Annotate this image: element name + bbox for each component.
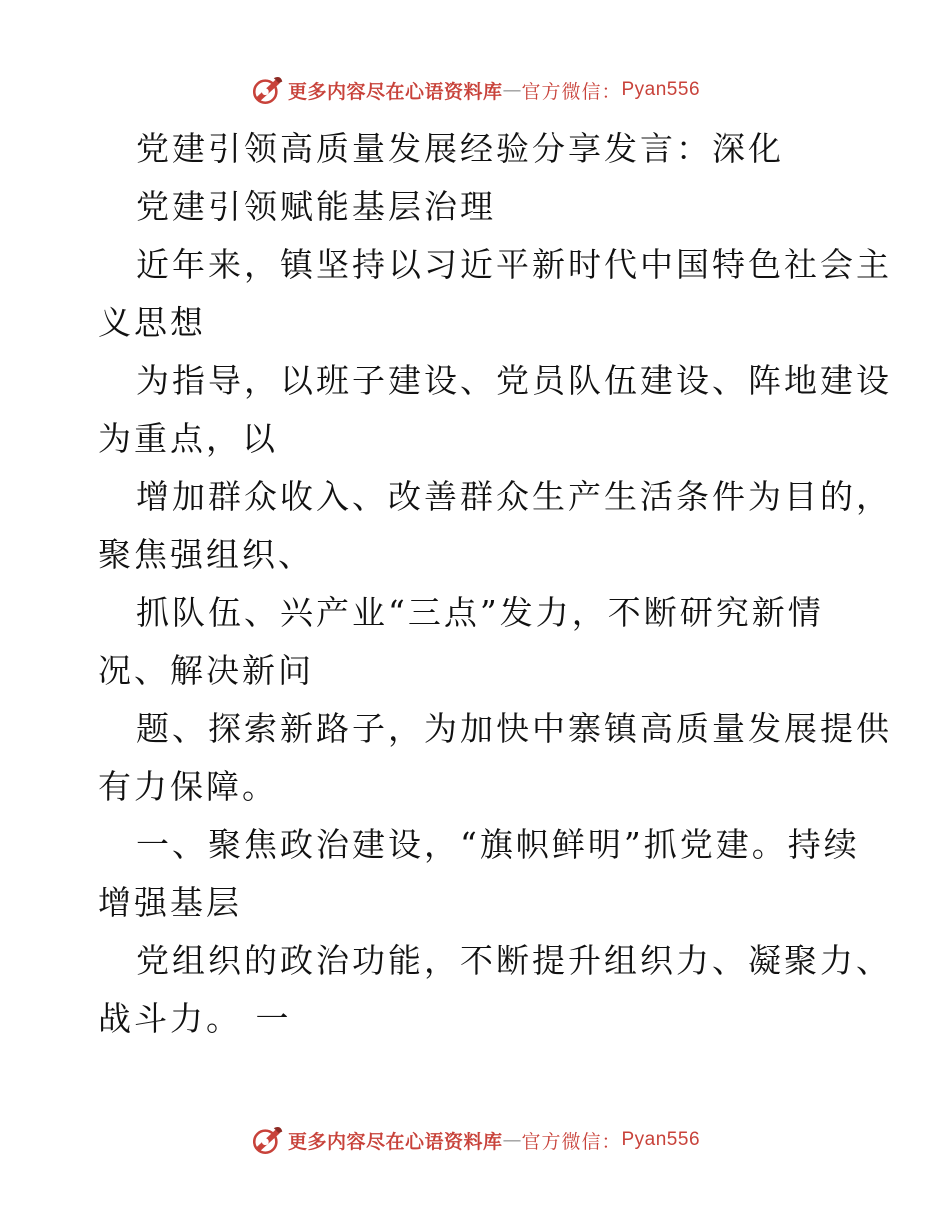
- watermark-account: Pyan556: [621, 79, 701, 100]
- document-line: 义思想: [98, 303, 206, 342]
- watermark-account: Pyan556: [621, 1129, 701, 1150]
- document-line: 有力保障。: [98, 767, 278, 806]
- document-line: 增强基层: [98, 883, 242, 922]
- document-line: 战斗力。 一: [98, 999, 292, 1038]
- header-watermark: [0, 70, 950, 110]
- document-line: 况、解决新问: [98, 651, 314, 690]
- watermark-site-name: 更多内容尽在心语资料库: [287, 80, 503, 103]
- document-line: 党建引领高质量发展经验分享发言：深化: [136, 129, 784, 168]
- document-line: 抓队伍、兴产业“三点”发力，不断研究新情: [136, 593, 824, 632]
- watermark-site-name: 更多内容尽在心语资料库: [287, 1130, 503, 1153]
- document-line: 一、聚焦政治建设，“旗帜鲜明”抓党建。持续: [136, 825, 860, 864]
- footer-watermark: [0, 1120, 950, 1160]
- document-line: 题、探索新路子，为加快中寨镇高质量发展提供: [136, 709, 892, 748]
- watermark-separator: —: [502, 1129, 522, 1151]
- document-line: 为重点，以: [98, 419, 278, 458]
- document-line: 增加群众收入、改善群众生产生活条件为目的，: [136, 477, 892, 516]
- document-line: 党组织的政治功能，不断提升组织力、凝聚力、: [136, 941, 892, 980]
- watermark-separator: —: [502, 79, 522, 101]
- pen-circle-logo-icon: [250, 73, 284, 107]
- watermark-label: 官方微信：: [521, 80, 622, 103]
- document-line: 聚焦强组织、: [98, 535, 314, 574]
- document-line: 党建引领赋能基层治理: [136, 187, 496, 226]
- document-line: 近年来，镇坚持以习近平新时代中国特色社会主: [136, 245, 892, 284]
- watermark-label: 官方微信：: [521, 1130, 622, 1153]
- document-body: [98, 120, 892, 1048]
- document-line: 为指导，以班子建设、党员队伍建设、阵地建设: [136, 361, 892, 400]
- pen-circle-logo-icon: [250, 1123, 284, 1157]
